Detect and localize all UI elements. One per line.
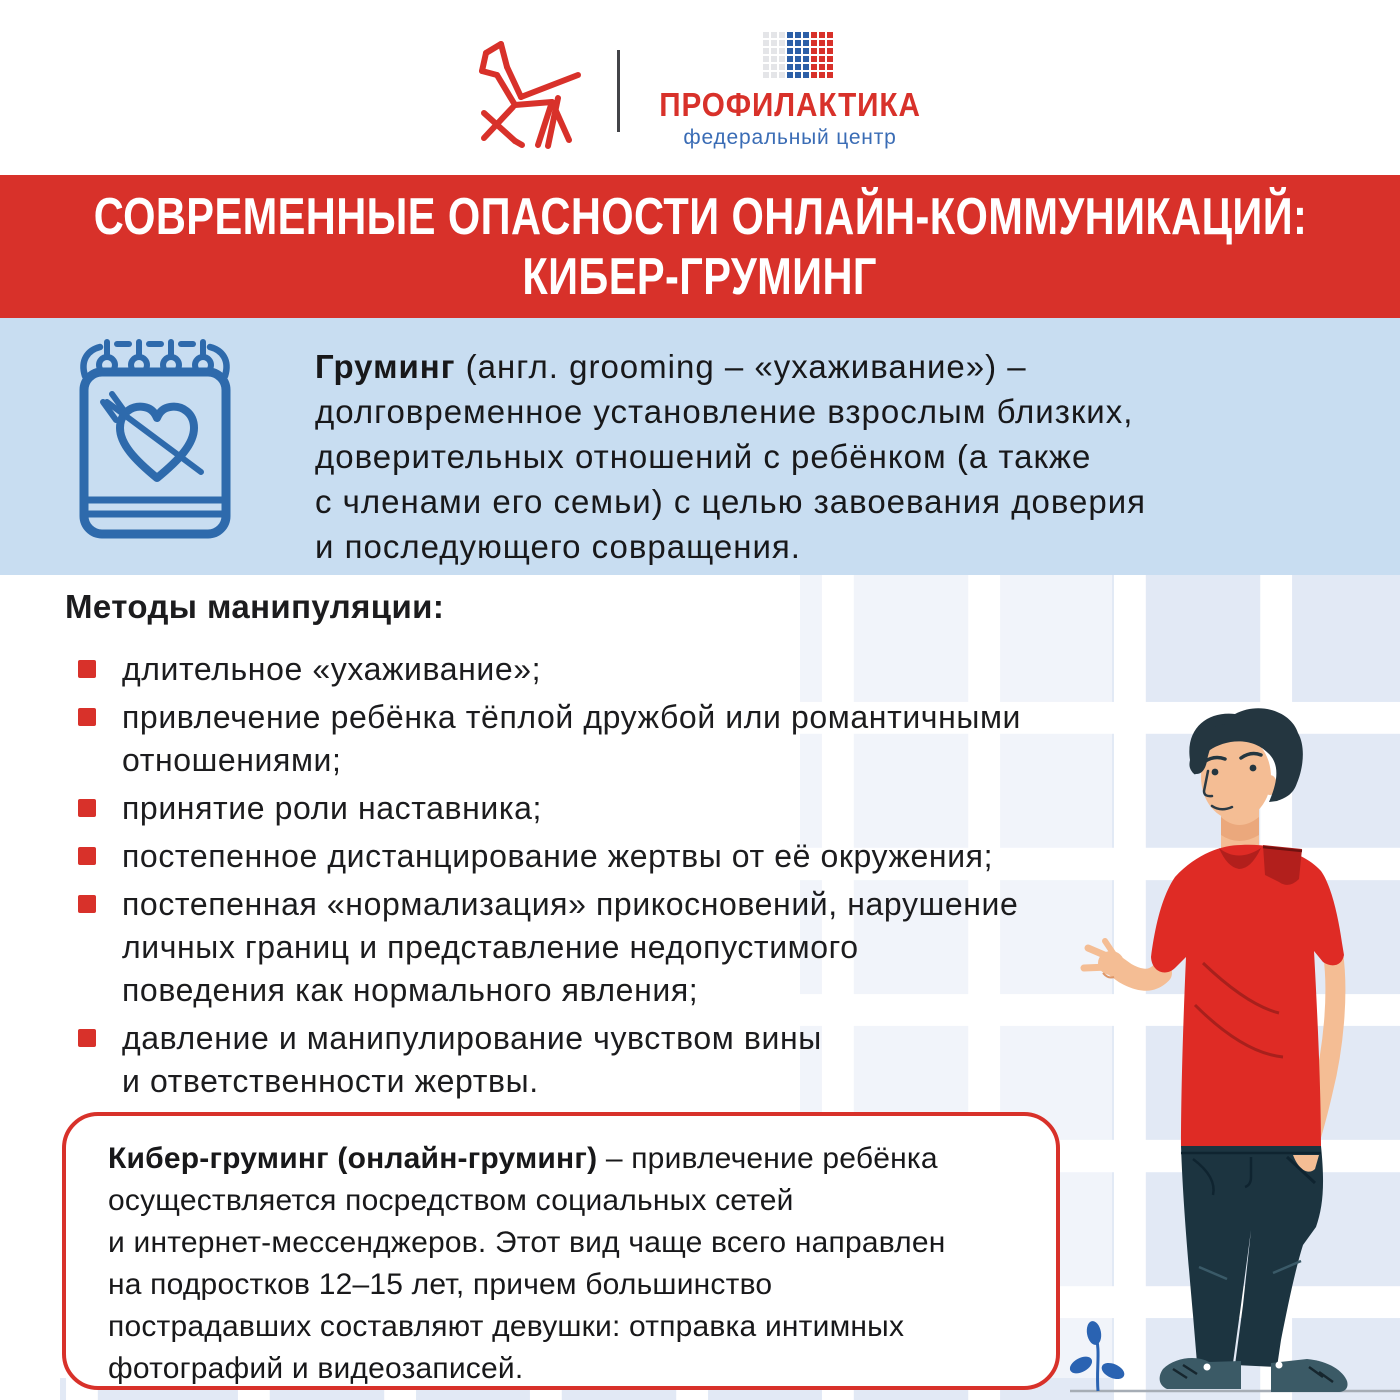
list-item: постепенная «нормализация» прикосновений, нарушение личных границ и представление недопустимого поведения как нормального явления;: [65, 883, 1185, 1012]
pixel-cell: [787, 56, 793, 62]
pixel-cell: [795, 40, 801, 46]
pixel-cell: [803, 40, 809, 46]
horse-logo-icon: [466, 40, 586, 152]
pixel-cell: [787, 32, 793, 38]
pixel-cell: [827, 56, 833, 62]
header: [0, 0, 1400, 175]
definition-term: Груминг: [315, 348, 456, 385]
definition-line: доверительных отношений с ребёнком (а также: [315, 438, 1092, 475]
list-item: привлечение ребёнка тёплой дружбой или романтичными отношениями;: [65, 696, 1185, 782]
list-item: длительное «ухаживание»;: [65, 648, 1185, 691]
definition-line: долговременное установление взрослым близких,: [315, 393, 1134, 430]
pixel-cell: [811, 32, 817, 38]
list-item: давление и манипулирование чувством вины и ответственности жертвы.: [65, 1017, 1185, 1103]
definition-text: [315, 344, 1146, 569]
methods-section: [65, 588, 1185, 1108]
pixel-cell: [803, 56, 809, 62]
cyber-grooming-infobox: [62, 1112, 1060, 1390]
pixel-cell: [795, 48, 801, 54]
pixel-cell: [763, 40, 769, 46]
definition-line: Груминг (англ. grooming – «ухаживание») –: [315, 348, 1027, 385]
pixel-cell: [763, 56, 769, 62]
pixel-cell: [763, 32, 769, 38]
pixel-cell: [819, 40, 825, 46]
definition-section: [0, 318, 1400, 575]
infobox-text: Кибер-груминг (онлайн-груминг) – привлечение ребёнка осуществляется посредством социальных сетей и интернет-мессенджеров. Этот вид чаще всего направлен на подростков 12–15 лет, причем большинство пострадавших составляют девушки: отправка интимных фотографий и видеозаписей.: [108, 1142, 946, 1385]
section-heading: Методы манипуляции:: [65, 588, 445, 625]
pixel-cell: [763, 48, 769, 54]
pixel-cell: [779, 72, 785, 78]
red-square-bullet-icon: [78, 660, 96, 678]
pixel-cell: [819, 32, 825, 38]
pixel-cell: [811, 72, 817, 78]
pixel-cell: [819, 48, 825, 54]
page-title-line2: КИБЕР-ГРУМИНГ: [522, 247, 878, 306]
pixel-cell: [779, 32, 785, 38]
pixel-cell: [819, 72, 825, 78]
red-square-bullet-icon: [78, 847, 96, 865]
pixel-cell: [827, 40, 833, 46]
logo-title: ПРОФИЛАКТИКА: [659, 86, 921, 123]
notepad-heart-arrow-icon: [75, 338, 243, 548]
red-square-bullet-icon: [78, 708, 96, 726]
pixel-cell: [811, 40, 817, 46]
pixel-cell: [787, 72, 793, 78]
pixel-cell: [771, 40, 777, 46]
pixel-cell: [771, 56, 777, 62]
pixel-cell: [795, 32, 801, 38]
pixel-cell: [827, 64, 833, 70]
pixel-cell: [803, 32, 809, 38]
pixel-cell: [771, 64, 777, 70]
list-item: постепенное дистанцирование жертвы от её окружения;: [65, 835, 1185, 878]
pixel-cell: [827, 72, 833, 78]
pixel-cell: [811, 56, 817, 62]
pixel-cell: [803, 72, 809, 78]
pixel-cell: [771, 48, 777, 54]
pixel-cell: [811, 48, 817, 54]
plant-sprout-icon: [1067, 1320, 1127, 1391]
pixel-cell: [795, 72, 801, 78]
pixel-cell: [787, 64, 793, 70]
man-pointing-illustration: [1055, 705, 1400, 1400]
pixel-cell: [819, 64, 825, 70]
pixel-cell: [795, 64, 801, 70]
logo-divider: [617, 50, 620, 132]
pixel-cell: [779, 64, 785, 70]
man-figure: [1084, 708, 1348, 1392]
infobox-term: Кибер-груминг (онлайн-груминг): [108, 1142, 598, 1175]
pixel-cell: [779, 48, 785, 54]
pixel-flag-grid-icon: [763, 32, 833, 78]
pixel-cell: [771, 32, 777, 38]
red-square-bullet-icon: [78, 895, 96, 913]
list-item: принятие роли наставника;: [65, 787, 1185, 830]
logo-subtitle: федеральный центр: [683, 126, 897, 149]
definition-line: и последующего совращения.: [315, 528, 801, 565]
title-banner: [0, 175, 1400, 318]
pixel-cell: [763, 64, 769, 70]
red-square-bullet-icon: [78, 1029, 96, 1047]
pixel-cell: [803, 64, 809, 70]
red-square-bullet-icon: [78, 799, 96, 817]
pixel-cell: [795, 56, 801, 62]
definition-line: с членами его семьи) с целью завоевания доверия: [315, 483, 1147, 520]
pixel-cell: [763, 72, 769, 78]
pixel-cell: [803, 48, 809, 54]
pixel-cell: [827, 32, 833, 38]
pixel-cell: [811, 64, 817, 70]
pixel-cell: [827, 48, 833, 54]
page-title-line1: СОВРЕМЕННЫЕ ОПАСНОСТИ ОНЛАЙН-КОММУНИКАЦИЙ:: [93, 187, 1307, 246]
pixel-cell: [779, 56, 785, 62]
pixel-cell: [779, 40, 785, 46]
pixel-cell: [787, 48, 793, 54]
pixel-cell: [819, 56, 825, 62]
pixel-cell: [787, 40, 793, 46]
pixel-cell: [771, 72, 777, 78]
